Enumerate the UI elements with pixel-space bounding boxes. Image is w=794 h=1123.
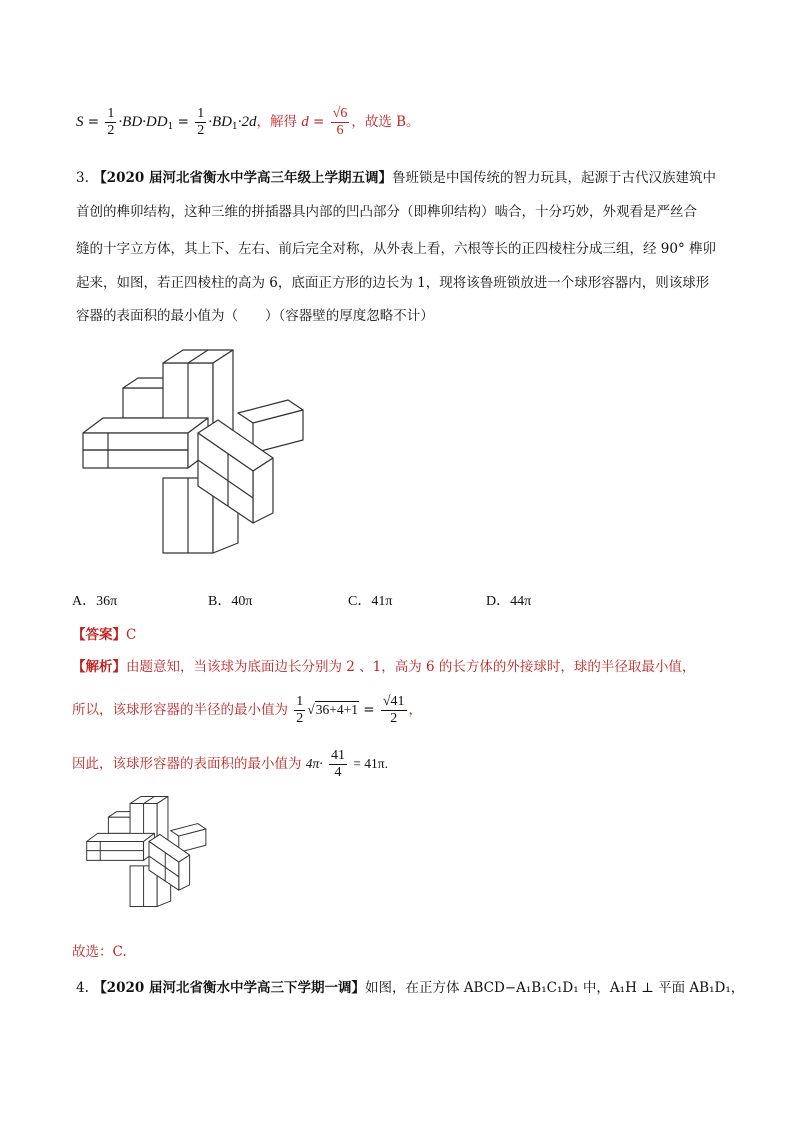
q3-line-1: 3. 【2020 届河北省衡水中学高三年级上学期五调】鲁班锁是中国传统的智力玩具，起源于古代汉族建筑中 <box>76 170 716 186</box>
luban-lock-figure <box>78 338 318 578</box>
prev-solution-line: S = $\frac{1}{2}$ $\cdot BD\cdot DD_1$ = $\frac{1}{2}$ $\cdot BD_1\cdot 2d$，解得 d = $\frac{√6}{6}$ ，故选 B。 <box>76 106 420 138</box>
analysis-line-2: 所以，该球形容器的半径的最小值为 $\frac{1}{2}$ √36+4+1 = $\frac{√41}{2}$ ， <box>72 694 423 726</box>
option-d: D．44π <box>486 594 532 609</box>
analysis-line-3: 因此，该球形容器的表面积的最小值为 4π· $\frac{41}{4}$ = 41π. <box>72 748 388 780</box>
q3-line-2: 首创的榫卯结构，这种三维的拼插器具内部的凹凸部分（即榫卯结构）啮合，十分巧妙，外观看是严丝合 <box>76 204 697 220</box>
q4-source: 【2020 届河北省衡水中学高三下学期一调】 <box>93 980 365 996</box>
option-a: A．36π <box>72 594 118 609</box>
q3-line-3: 缝的十字立方体，其上下、左右、前后完全对称，从外表上看，六根等长的正四棱柱分成三组，经 90° 榫卯 <box>76 241 717 257</box>
q4-line-1: 4. 【2020 届河北省衡水中学高三下学期一调】如图，在正方体 ABCD−A₁B₁C₁D₁ 中，A₁H ⊥ 平面 AB₁D₁， <box>76 980 745 996</box>
answer-line: 【答案】C <box>72 627 137 643</box>
option-b: B．40π <box>208 594 253 609</box>
analysis-line-1: 【解析】由题意知，当该球为底面边长分别为 2 、1，高为 6 的长方体的外接球时，球的半径取最小值， <box>72 659 696 675</box>
q3-source: 【2020 届河北省衡水中学高三年级上学期五调】 <box>93 170 392 186</box>
option-c: C．41π <box>348 594 393 609</box>
luban-lock-figure-small <box>74 790 224 920</box>
fraction-one-half-2: $\frac{1}{2}$ <box>197 106 205 138</box>
conclusion: 故选：C. <box>72 944 127 960</box>
fraction-one-half: $\frac{1}{2}$ <box>107 106 115 138</box>
fraction-root6-over-6: $\frac{√6}{6}$ <box>332 106 348 138</box>
q3-line-5: 容器的表面积的最小值为（ ）（容器壁的厚度忽略不计） <box>76 308 434 324</box>
q3-line-4: 起来，如图，若正四棱柱的高为 6，底面正方形的边长为 1，现将该鲁班锁放进一个球形容器内，则该球形 <box>76 275 710 291</box>
